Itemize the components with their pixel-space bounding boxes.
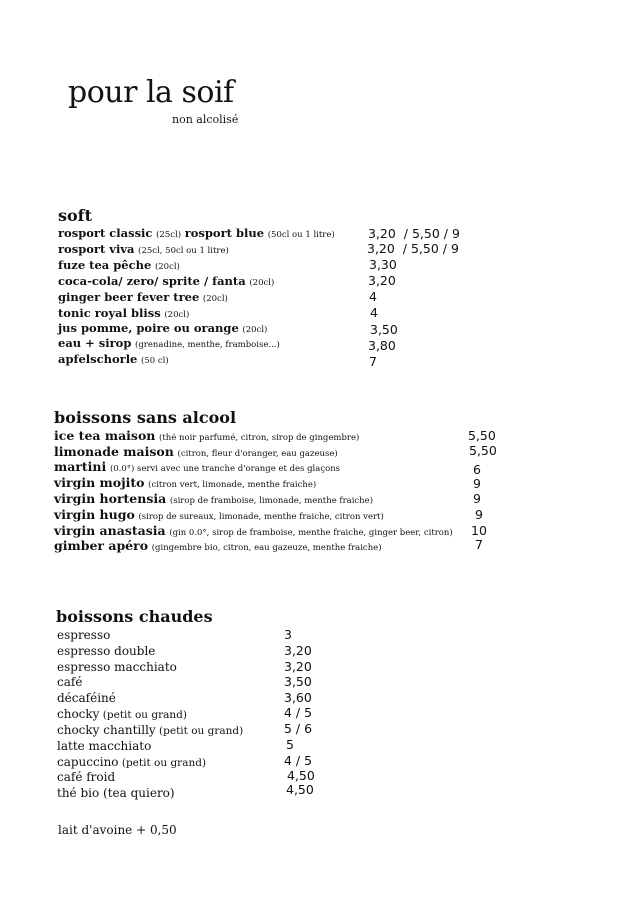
menu-item — [54, 509, 384, 522]
page-title: pour la soif — [68, 75, 234, 110]
section-title-sans-alcool: boissons sans alcool — [54, 408, 237, 427]
item-name: café — [57, 675, 83, 689]
item-name: espresso macchiato — [57, 660, 177, 674]
menu-item — [57, 708, 187, 721]
item-name: latte macchiato — [57, 739, 152, 753]
item-desc: (50 cl) — [141, 356, 169, 366]
item-desc: (gingembre bio, citron, eau gazeuze, menthe fraiche) — [151, 543, 382, 553]
menu-item — [57, 771, 115, 784]
page-subtitle: non alcolisé — [172, 113, 239, 126]
item-price: 6 — [473, 462, 481, 477]
menu-item — [58, 260, 180, 272]
menu-item — [54, 493, 373, 506]
item-price: 3,20 — [368, 273, 396, 288]
menu-item — [54, 525, 453, 538]
menu-item — [57, 692, 116, 705]
item-desc: (20cl) — [249, 278, 275, 288]
item-price: 4 — [369, 289, 377, 304]
item-name: ginger beer fever tree — [58, 290, 200, 304]
item-desc: (50cl ou 1 litre) — [267, 230, 335, 240]
item-price: 3,20 — [284, 659, 312, 674]
item-price: 5,50 — [468, 428, 496, 443]
section-title-soft: soft — [58, 206, 92, 225]
menu-item — [58, 276, 274, 288]
item-name: espresso double — [57, 644, 156, 658]
item-name: eau + sirop — [58, 336, 132, 350]
section-title-chaudes: boissons chaudes — [56, 607, 213, 626]
item-desc: (20cl) — [242, 325, 268, 335]
item-desc: (sirop de sureaux, limonade, menthe fraiche, citron vert) — [138, 512, 384, 522]
item-price: 9 — [475, 507, 483, 522]
item-desc: (thé noir parfumé, citron, sirop de gingembre) — [159, 433, 360, 443]
item-name: apfelschorle — [58, 352, 138, 366]
menu-item — [57, 661, 177, 674]
menu-item — [58, 338, 280, 350]
menu-item — [57, 676, 82, 689]
menu-item — [57, 645, 155, 658]
item-name: virgin hugo — [54, 507, 135, 522]
item-name: jus pomme, poire ou orange — [58, 321, 239, 335]
item-name: chocky — [57, 707, 100, 721]
item-desc: (sirop de framboise, limonade, menthe fraiche) — [169, 496, 374, 506]
item-name: rosport viva — [58, 242, 135, 256]
menu-item — [54, 446, 338, 459]
item-desc: (25cl, 50cl ou 1 litre) — [138, 246, 229, 256]
item-price: 4,50 — [286, 782, 314, 797]
item-price: 4 — [370, 305, 378, 320]
item-name: thé bio (tea quiero) — [57, 786, 175, 800]
item-price: 7 — [369, 354, 377, 369]
item-desc: (20cl) — [154, 262, 180, 272]
item-price: 3,20 / 5,50 / 9 — [368, 226, 460, 241]
menu-item — [58, 292, 228, 304]
item-desc: (grenadine, menthe, framboise...) — [135, 340, 280, 350]
item-price: 10 — [471, 523, 487, 538]
menu-item — [58, 323, 267, 335]
item-price: 3,30 — [369, 257, 397, 272]
item-price: 3,50 — [370, 322, 398, 337]
menu-item — [58, 308, 189, 320]
item-price: 4 / 5 — [284, 753, 313, 768]
item-price: 3,20 — [284, 643, 312, 658]
item-name: limonade maison — [54, 444, 174, 459]
item-price: 3,80 — [368, 338, 396, 353]
item-price: 4,50 — [287, 768, 315, 783]
item-price: 7 — [475, 537, 483, 552]
item-desc: (25cl) — [156, 230, 182, 240]
menu-item — [57, 756, 206, 769]
item-price: 5 / 6 — [284, 721, 313, 736]
menu-item — [58, 244, 229, 256]
menu-item — [54, 477, 316, 490]
menu-item — [57, 629, 110, 642]
item-price: 9 — [473, 476, 481, 491]
item-name: virgin anastasia — [54, 523, 166, 538]
menu-item — [57, 787, 175, 800]
menu-item — [54, 430, 359, 443]
item-desc: (0.0°) servi avec une tranche d'orange et des glaçons — [109, 464, 341, 474]
menu-item — [58, 228, 335, 240]
item-name: virgin mojito — [54, 475, 145, 490]
item-name: tonic royal bliss — [58, 306, 161, 320]
item-desc: (petit ou grand) — [155, 725, 244, 737]
item-name: martini — [54, 459, 107, 474]
item-price: 3,20 / 5,50 / 9 — [367, 241, 459, 256]
item-desc: (20cl) — [202, 294, 228, 304]
item-desc: (gin 0.0°, sirop de framboise, menthe fraiche, ginger beer, citron) — [169, 528, 453, 538]
menu-item — [54, 540, 382, 553]
item-name: coca-cola/ zero/ sprite / fanta — [58, 274, 246, 288]
item-desc: (citron, fleur d'oranger, eau gazeuse) — [177, 449, 338, 459]
item-name: capuccino — [57, 755, 119, 769]
menu-item — [58, 354, 169, 366]
menu-item — [57, 724, 243, 737]
item-name: café froid — [57, 770, 116, 784]
menu-item — [54, 461, 340, 474]
item-name: fuze tea pêche — [58, 258, 152, 272]
item-price: 4 / 5 — [284, 705, 313, 720]
item-price: 3,60 — [284, 690, 312, 705]
item-name: rosport classic — [58, 226, 153, 240]
item-price: 5 — [286, 737, 294, 752]
item-name: espresso — [57, 628, 111, 642]
item-name: ice tea maison — [54, 428, 156, 443]
item-name: décaféiné — [57, 691, 116, 705]
item-name: chocky chantilly — [57, 723, 156, 737]
item-name: gimber apéro — [54, 538, 149, 553]
item-price: 3 — [284, 627, 292, 642]
item-price: 3,50 — [284, 674, 312, 689]
item-desc: (petit ou grand) — [99, 709, 187, 721]
item-desc: (20cl) — [164, 310, 190, 320]
item-desc: (petit ou grand) — [118, 757, 207, 769]
item-name: rosport blue — [184, 226, 265, 240]
item-price: 9 — [473, 491, 481, 506]
item-name: virgin hortensia — [54, 491, 167, 506]
item-price: 5,50 — [469, 443, 497, 458]
menu-item — [57, 740, 151, 753]
footer-note: lait d'avoine + 0,50 — [58, 823, 177, 837]
item-desc: (citron vert, limonade, menthe fraiche) — [148, 480, 317, 490]
